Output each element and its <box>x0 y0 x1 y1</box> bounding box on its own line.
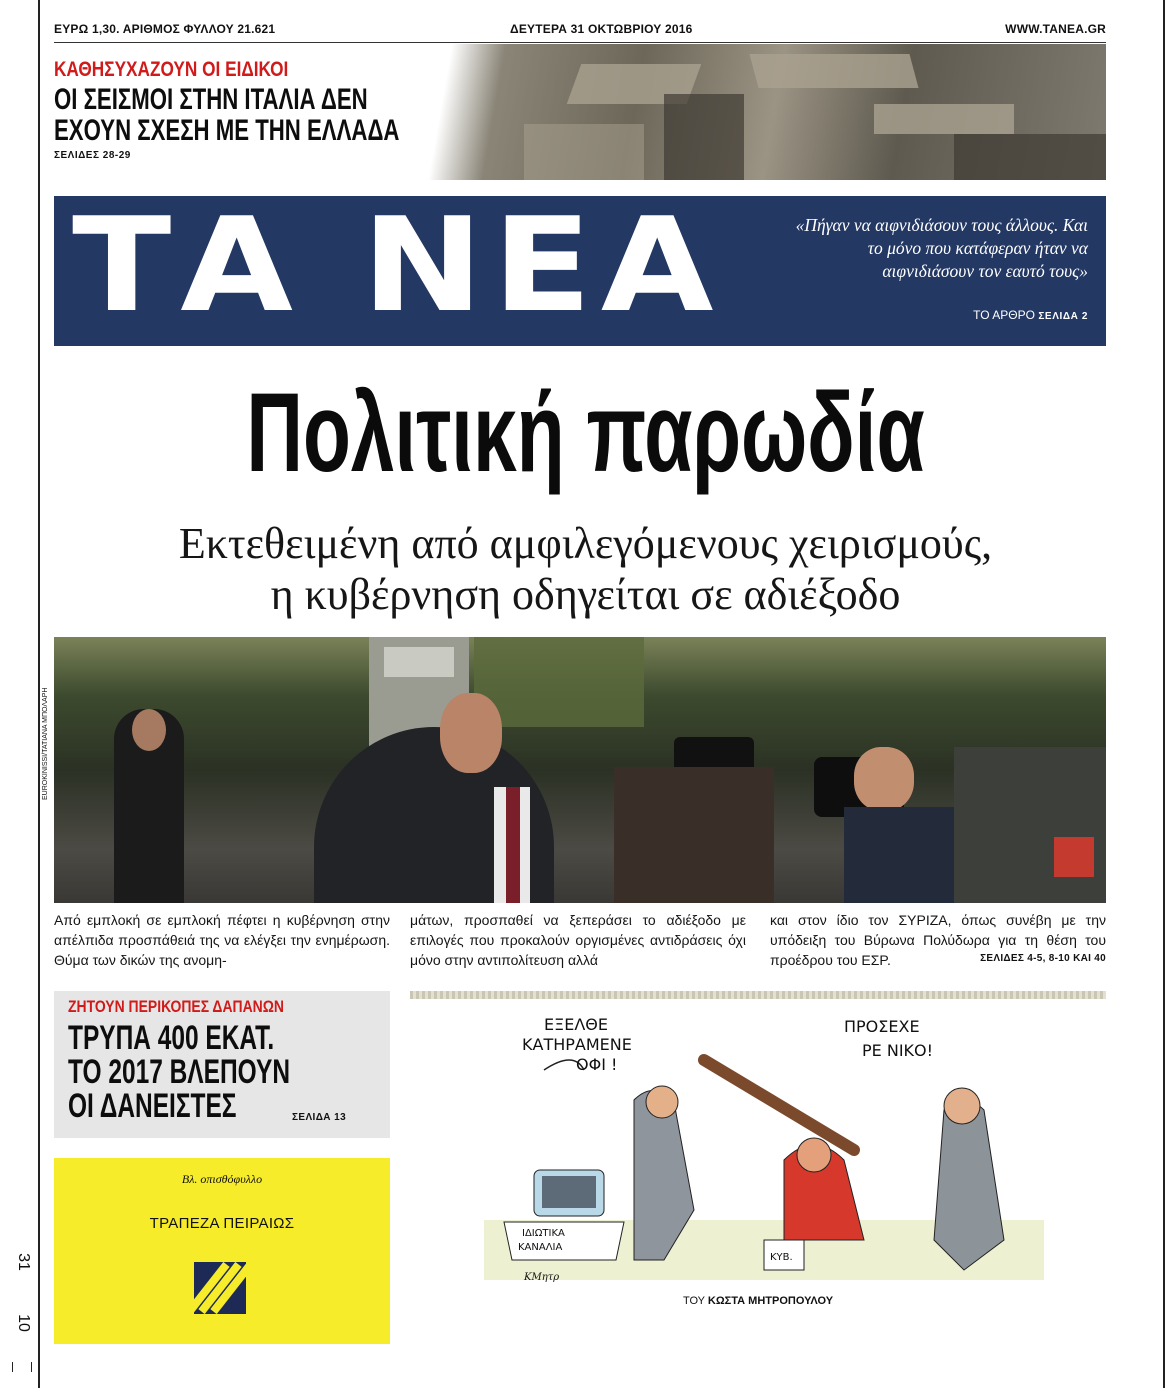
issue-date: ΔΕΥΤΕΡΑ 31 ΟΚΤΩΒΡΙΟΥ 2016 <box>510 22 693 36</box>
top-rule <box>54 42 1106 43</box>
lenders-story-box[interactable] <box>54 991 390 1138</box>
photo-credit: EUROKINISSI/ΤΑΤΙΑΝΑ ΜΠΟΛΑΡΗ <box>42 687 49 800</box>
masthead <box>54 189 1106 346</box>
lead-subhead: Εκτεθειμένη από αμφιλεγόμενους χειρισμούς, η κυβέρνηση οδηγείται σε αδιέξοδο <box>178 519 993 619</box>
bubble-right-line2: ΡΕ ΝΙΚΟ! <box>862 1041 934 1060</box>
lead-text <box>54 910 1106 970</box>
lead-pages: ΣΕΛΙΔΕΣ 4-5, 8-10 ΚΑΙ 40 <box>980 953 1106 964</box>
teaser-title: ΟΙ ΣΕΙΣΜΟΙ ΣΤΗΝ ΙΤΑΛΙΑ ΔΕΝ ΕΧΟΥΝ ΣΧΕΣΗ ΜΕ ΤΗΝ ΕΛΛΑΔΑ <box>54 83 400 147</box>
page-border-right <box>1163 0 1165 1388</box>
political-cartoon <box>484 1010 1044 1286</box>
table-label-2: ΚΑΝΑΛΙΑ <box>518 1242 563 1253</box>
cartoon-credit: ΤΟΥ ΚΩΣΤΑ ΜΗΤΡΟΠΟΥΛΟΥ <box>682 1295 834 1307</box>
lead-photo <box>54 637 1106 903</box>
bag-label: ΚΥΒ. <box>770 1252 793 1263</box>
page-border-left <box>38 0 40 1388</box>
crop-mark <box>12 1362 32 1372</box>
ad-bank-name: ΤΡΑΠΕΖΑ ΠΕΙΡΑΙΩΣ <box>149 1215 295 1232</box>
teaser-kicker: ΚΑΘΗΣΥΧΑΖΟΥΝ ΟΙ ΕΙΔΙΚΟΙ <box>54 58 289 81</box>
lead-text-col-1: Από εμπλοκή σε εμπλοκή πέφτει η κυβέρνηση στην απέλπιδα προσπάθειά της να ελέγξει την ενημέρωση. Θύμα των δικών της ανομη- <box>54 912 390 968</box>
lenders-pages: ΣΕΛΙΔΑ 13 <box>292 1112 347 1123</box>
logo-ta-nea: ΤΑ ΝΕΑ <box>72 189 723 341</box>
bubble-left-line1: ΕΞΕΛΘΕ <box>544 1015 608 1034</box>
lenders-kicker: ΖΗΤΟΥΝ ΠΕΡΙΚΟΠΕΣ ΔΑΠΑΝΩΝ <box>68 997 284 1016</box>
teaser-story[interactable] <box>54 44 1106 180</box>
cartoon-signature: ΚΜητρ <box>524 1272 560 1283</box>
lead-text-col-2: μάτων, προσπαθεί να ξεπεράσει το αδιέξοδο με επιλογές που προκαλούν οργισμένες αντιδράσεις όχι μόνο στην αντιπολίτευση αλλά <box>410 912 746 968</box>
bubble-left-line3: ΟΦΙ ! <box>576 1055 618 1074</box>
piraeus-bank-ad[interactable] <box>54 1158 390 1344</box>
lenders-title: ΤΡΥΠΑ 400 ΕΚΑΤ. ΤΟ 2017 ΒΛΕΠΟΥΝ ΟΙ ΔΑΝΕΙΣΤΕΣ <box>68 1019 290 1125</box>
ad-note: Βλ. οπισθόφυλλο <box>181 1172 263 1186</box>
lead-headline[interactable]: Πολιτική παρωδία <box>246 370 925 495</box>
masthead-quote: «Πήγαν να αιφνιδιάσουν τους άλλους. Και το μόνο που κατάφεραν ήταν να αιφνιδιάσουν τον εαυτό τους» <box>795 215 1088 281</box>
top-info-bar <box>54 20 1106 40</box>
cartoon-top-border <box>410 991 1106 999</box>
lead-text-col-3: και στον ίδιο τον ΣΥΡΙΖΑ, όπως συνέβη με την υπόδειξη του Βύρωνα Πολύδωρα για τη θέση του προέδρου του ΕΣΡ. <box>770 912 1106 968</box>
price-issue: ΕΥΡΩ 1,30. ΑΡΙΘΜΟΣ ΦΥΛΛΟΥ 21.621 <box>54 22 276 36</box>
teaser-pages: ΣΕΛΙΔΕΣ 28-29 <box>54 150 131 161</box>
bubble-right-line1: ΠΡΟΣΕΧΕ <box>844 1017 920 1036</box>
margin-number-2: 10 <box>14 1314 32 1332</box>
piraeus-logo-icon <box>194 1262 246 1314</box>
quote-reference: ΤΟ ΑΡΘΡΟ ΣΕΛΙΔΑ 2 <box>973 308 1088 322</box>
website-link[interactable]: WWW.TANEA.GR <box>1005 22 1106 36</box>
bubble-left-line2: ΚΑΤΗΡΑΜΕΝΕ <box>522 1035 632 1054</box>
table-label-1: ΙΔΙΩΤΙΚΑ <box>522 1228 565 1239</box>
margin-number-1: 31 <box>14 1253 32 1271</box>
